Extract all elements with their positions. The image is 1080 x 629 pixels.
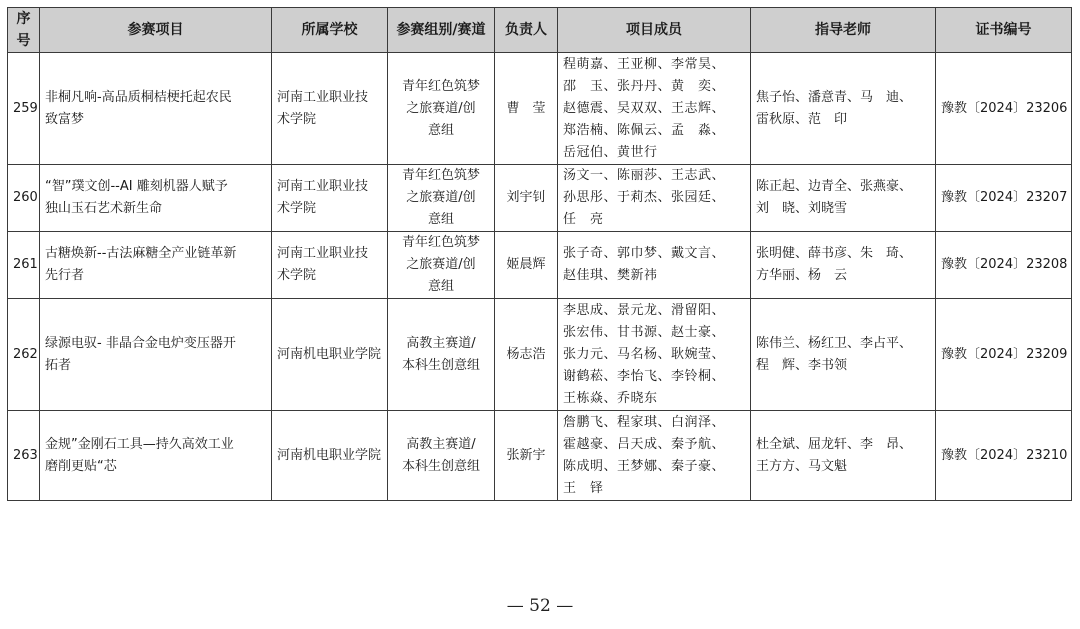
header-project: 参赛项目 [40, 8, 272, 53]
competition-track: 青年红色筑梦 之旅赛道/创 意组 [388, 53, 495, 165]
mentors: 焦子怡、潘意青、马 迪、 雷秋原、范 印 [751, 53, 936, 165]
competition-track: 青年红色筑梦 之旅赛道/创 意组 [388, 232, 495, 299]
team-leader: 刘宇钊 [495, 165, 558, 232]
table-row [8, 411, 1072, 501]
mentors: 陈正起、边青全、张燕豪、 刘 晓、刘晓雪 [751, 165, 936, 232]
project-name: 金规”金刚石工具—持久高效工业 磨削更贴“芯 [40, 411, 272, 501]
competition-track: 高教主赛道/ 本科生创意组 [388, 411, 495, 501]
team-members: 程萌嘉、王亚柳、李常昊、 邵 玉、张丹丹、黄 奕、 赵德震、吴双双、王志辉、 郑浩楠、陈佩云、孟 淼、 岳冠伯、黄世行 [558, 53, 751, 165]
school-name: 河南工业职业技 术学院 [272, 53, 388, 165]
header-school: 所属学校 [272, 8, 388, 53]
awards-table [7, 7, 1072, 501]
certificate-number: 豫教〔2024〕23208 [936, 232, 1072, 299]
team-leader: 杨志浩 [495, 299, 558, 411]
row-number: 262 [8, 299, 40, 411]
header-no: 序号 [8, 8, 40, 53]
header-cert: 证书编号 [936, 8, 1072, 53]
school-name: 河南工业职业技 术学院 [272, 165, 388, 232]
mentors: 张明健、薛书彦、朱 琦、 方华丽、杨 云 [751, 232, 936, 299]
row-number: 259 [8, 53, 40, 165]
certificate-number: 豫教〔2024〕23210 [936, 411, 1072, 501]
certificate-number: 豫教〔2024〕23207 [936, 165, 1072, 232]
header-members: 项目成员 [558, 8, 751, 53]
project-name: 古糖焕新--古法麻糖全产业链革新 先行者 [40, 232, 272, 299]
page-number: — 52 — [506, 596, 574, 616]
row-number: 263 [8, 411, 40, 501]
project-name: 非桐凡响-高品质桐桔梗托起农民 致富梦 [40, 53, 272, 165]
row-number: 261 [8, 232, 40, 299]
project-name: “智”璞文创--AI 雕刻机器人赋予 独山玉石艺术新生命 [40, 165, 272, 232]
team-members: 李思成、景元龙、滑留阳、 张宏伟、甘书源、赵士豪、 张力元、马名杨、耿婉莹、 谢鹤菘、李怡飞、李铃桐、 王栋焱、乔晓东 [558, 299, 751, 411]
table-row [8, 299, 1072, 411]
school-name: 河南工业职业技 术学院 [272, 232, 388, 299]
team-members: 张子奇、郭巾梦、戴文言、 赵佳琪、樊新祎 [558, 232, 751, 299]
project-name: 绿源电驭- 非晶合金电炉变压器开 拓者 [40, 299, 272, 411]
team-leader: 曹 莹 [495, 53, 558, 165]
header-track: 参赛组别/赛道 [388, 8, 495, 53]
table-row [8, 165, 1072, 232]
certificate-number: 豫教〔2024〕23209 [936, 299, 1072, 411]
table-row [8, 232, 1072, 299]
competition-track: 高教主赛道/ 本科生创意组 [388, 299, 495, 411]
school-name: 河南机电职业学院 [272, 299, 388, 411]
table-row [8, 53, 1072, 165]
header-row [8, 8, 1072, 53]
team-members: 詹鹏飞、程家琪、白润泽、 霍越豪、吕天成、秦予航、 陈成明、王梦娜、秦子豪、 王 铎 [558, 411, 751, 501]
team-leader: 张新宇 [495, 411, 558, 501]
mentors: 杜全斌、屈龙轩、李 昂、 王方方、马文魁 [751, 411, 936, 501]
team-leader: 姬晨辉 [495, 232, 558, 299]
header-leader: 负责人 [495, 8, 558, 53]
mentors: 陈伟兰、杨红卫、李占平、 程 辉、李书领 [751, 299, 936, 411]
school-name: 河南机电职业学院 [272, 411, 388, 501]
header-mentors: 指导老师 [751, 8, 936, 53]
row-number: 260 [8, 165, 40, 232]
competition-track: 青年红色筑梦 之旅赛道/创 意组 [388, 165, 495, 232]
team-members: 汤文一、陈丽莎、王志武、 孙思彤、于莉杰、张园廷、 任 亮 [558, 165, 751, 232]
certificate-number: 豫教〔2024〕23206 [936, 53, 1072, 165]
